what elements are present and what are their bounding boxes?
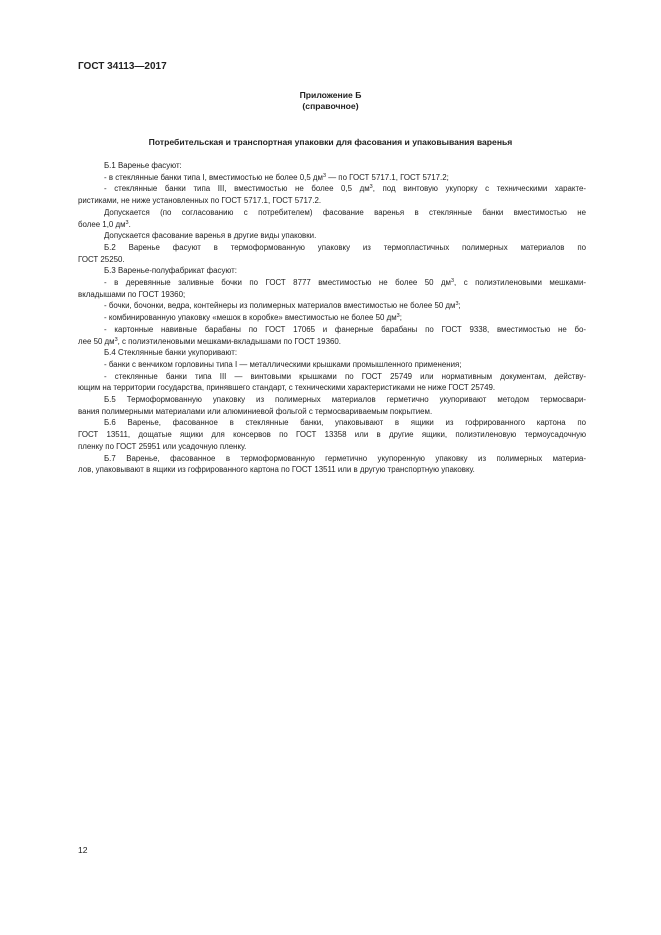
clause-b1-note-1: Допускается (по согласованию с потребителем) фасование варенья в стеклянные банки вместимостью не xyxy=(104,207,586,217)
clause-b2: Б.2 Варенье фасуют в термоформованную упаковку из термопластичных полимерных материалов по xyxy=(104,242,586,252)
clause-b4-item-1: - банки с венчиком горловины типа I — металлическими крышками промышленного применения; xyxy=(104,359,462,369)
clause-b1-item-1: - в стеклянные банки типа I, вместимостью не более 0,5 $дм^3$ — по ГОСТ 5717.1, ГОСТ 5717.2; xyxy=(104,172,449,182)
clause-b1-note-1-cont: более 1,0 $дм^3$. xyxy=(78,219,131,229)
clause-b7: Б.7 Варенье, фасованное в термоформованную герметично укупоренную упаковку из полимерных материа- xyxy=(104,453,586,463)
clause-b1-lead: Б.1 Варенье фасуют: xyxy=(104,161,182,170)
clause-b7-cont: лов, упаковывают в ящики из гофрированного картона по ГОСТ 13511 или в другую транспортную упаковку. xyxy=(78,465,475,475)
clause-b5-cont: вания полимерными материалами или алюминиевой фольгой с термосвариваемым покрытием. xyxy=(78,406,433,416)
clause-b1-item-2: - стеклянные банки типа III, вместимостью не более 0,5 $дм^3$, под винтовую укупорку с техническими характе- xyxy=(104,184,587,194)
clause-b4-item-2-cont: ющим на территории государства, принявшего стандарт, с техническими характеристиками не ниже ГОСТ 25749. xyxy=(78,383,496,393)
clause-b1-note-2: Допускается фасование варенья в другие виды упаковки. xyxy=(104,231,317,241)
section-title: Потребительская и транспортная упаковки для фасования и упаковывания варенья xyxy=(148,137,513,147)
clause-b2-cont: ГОСТ 25250. xyxy=(78,254,125,264)
clause-b5: Б.5 Термоформованную упаковку из полимерных материалов герметично укупоривают методом термосвари- xyxy=(104,395,586,405)
clause-b3-item-3: - комбинированную упаковку «мешок в коробке» вместимостью не более 50 $дм^3$; xyxy=(104,313,402,323)
clause-b3-item-1: - в деревянные заливные бочки по ГОСТ 8777 вместимостью не более 50 $дм^3$, с полиэтиленовыми мешками- xyxy=(104,278,586,288)
clause-b6-cont-2: пленку по ГОСТ 25951 или усадочную пленку. xyxy=(78,441,247,451)
document-code: ГОСТ 34113—2017 xyxy=(78,61,167,72)
appendix-title: Приложение Б xyxy=(299,90,362,100)
clause-b3-item-2: - бочки, бочонки, ведра, контейнеры из полимерных материалов вместимостью не более 50 $дм^3$; xyxy=(104,301,461,311)
clause-b3-item-4-cont: лее 50 $дм^3$, с полиэтиленовыми мешками-вкладышами по ГОСТ 19360. xyxy=(78,336,341,346)
clause-b4-lead: Б.4 Стеклянные банки укупоривают: xyxy=(104,348,238,358)
clause-b3-lead: Б.3 Варенье-полуфабрикат фасуют: xyxy=(104,266,237,276)
clause-b4-item-2: - стеклянные банки типа III — винтовыми крышками по ГОСТ 25749 или нормативным документам, действу- xyxy=(104,371,586,381)
clause-b1-item-2-cont: ристиками, не ниже установленных по ГОСТ 5717.1, ГОСТ 5717.2. xyxy=(78,196,322,206)
clause-b3-item-1-cont: вкладышами по ГОСТ 19360; xyxy=(78,289,186,299)
body-text xyxy=(78,160,586,476)
clause-b6: Б.6 Варенье, фасованное в стеклянные банки, упаковывают в ящики из гофрированного картона по xyxy=(104,418,586,428)
clause-b6-cont-1: ГОСТ 13511, дощатые ящики для консервов по ГОСТ 13358 или в другие ящики, полиэтиленовую термоусадочную xyxy=(78,430,586,440)
clause-b3-item-4: - картонные навивные барабаны по ГОСТ 17065 и фанерные барабаны по ГОСТ 9338, вместимостью не бо- xyxy=(104,324,586,334)
appendix-note: (справочное) xyxy=(302,101,359,111)
page-number: 12 xyxy=(78,845,88,855)
